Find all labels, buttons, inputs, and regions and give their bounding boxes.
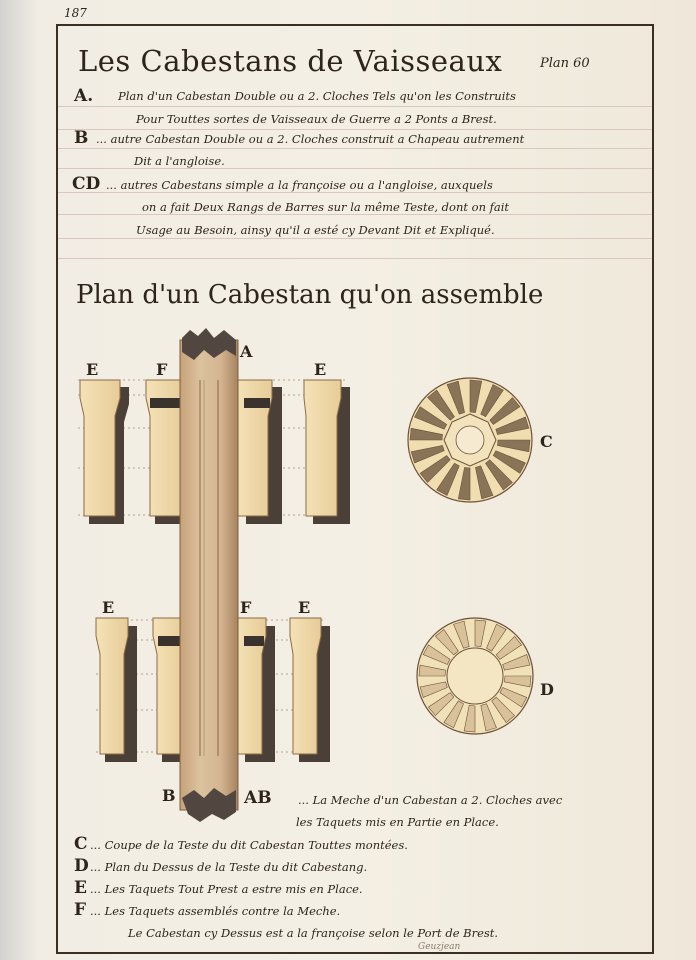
fig-label-c: C	[540, 432, 553, 451]
fig-label-b: B	[162, 786, 176, 805]
section-heading: Plan d'un Cabestan qu'on assemble	[76, 280, 544, 310]
legend-letter-c: C	[74, 834, 88, 854]
entry-b-line-2: Dit a l'angloise.	[134, 154, 225, 168]
taquet-e-lower-right	[290, 618, 321, 754]
entry-cd-line-2: on a fait Deux Rangs de Barres sur la même Teste, dont on fait	[142, 200, 510, 214]
capstan-meche	[180, 328, 238, 822]
taquet-mortise	[244, 636, 264, 646]
capstan-head-section-c	[408, 378, 532, 502]
legend-letter-f: F	[74, 900, 87, 920]
legend-letter-d: D	[74, 856, 89, 876]
entry-cd-line-1: ... autres Cabestans simple a la françoise ou a l'angloise, auxquels	[106, 178, 493, 192]
plate-number: Plan 60	[540, 56, 590, 71]
legend-d-text: ... Plan du Dessus de la Teste du dit Cabestang.	[90, 860, 368, 874]
taquet-mortise	[150, 398, 180, 408]
fig-label-e-lower-right: E	[298, 598, 311, 617]
legend-letter-e: E	[74, 878, 87, 898]
taquet-e-upper-right	[304, 380, 341, 516]
fig-label-f-upper: F	[156, 360, 168, 379]
fig-label-a: A	[240, 342, 253, 361]
fig-label-e-upper-left: E	[86, 360, 99, 379]
fig-label-f-lower: F	[240, 598, 252, 617]
entry-letter-b: B	[74, 128, 89, 148]
meche-body	[180, 340, 238, 810]
entry-cd-line-3: Usage au Besoin, ainsy qu'il a esté cy Devant Dit et Expliqué.	[136, 223, 495, 237]
legend-ab-line-2: les Taquets mis en Partie en Place.	[296, 815, 499, 829]
legend-e-text: ... Les Taquets Tout Prest a estre mis en Place.	[90, 882, 363, 896]
capstan-head-plan-d	[417, 618, 533, 734]
page-title: Les Cabestans de Vaisseaux	[78, 44, 503, 78]
fig-label-d: D	[540, 680, 554, 699]
legend-letter-ab: AB	[244, 788, 272, 808]
entry-letter-cd: CD	[72, 174, 101, 194]
footer-note: Le Cabestan cy Dessus est a la françoise selon le Port de Brest.	[128, 926, 499, 940]
fig-label-e-lower-left: E	[102, 598, 115, 617]
fig-label-e-upper-right: E	[314, 360, 327, 379]
taquet-e-lower-left	[96, 618, 128, 754]
taquet-mortise	[244, 398, 270, 408]
legend-c-text: ... Coupe de la Teste du dit Cabestan Touttes montées.	[90, 838, 408, 852]
entry-a-line-1: Plan d'un Cabestan Double ou a 2. Cloches Tels qu'on les Construits	[118, 89, 516, 103]
legend-f-text: ... Les Taquets assemblés contre la Meche.	[90, 904, 341, 918]
legend-ab-line-1: ... La Meche d'un Cabestan a 2. Cloches avec	[298, 793, 563, 807]
entry-a-line-2: Pour Touttes sortes de Vaisseaux de Guerre a 2 Ponts a Brest.	[136, 112, 497, 126]
folio-number: 187	[64, 6, 87, 20]
taquet-mortise	[158, 636, 182, 646]
taquet-e-upper-left	[80, 380, 120, 516]
entry-letter-a: A.	[74, 86, 94, 106]
signature: Geuzjean	[418, 942, 461, 952]
entry-b-line-1: ... autre Cabestan Double ou a 2. Cloches construit a Chapeau autrement	[96, 132, 525, 146]
